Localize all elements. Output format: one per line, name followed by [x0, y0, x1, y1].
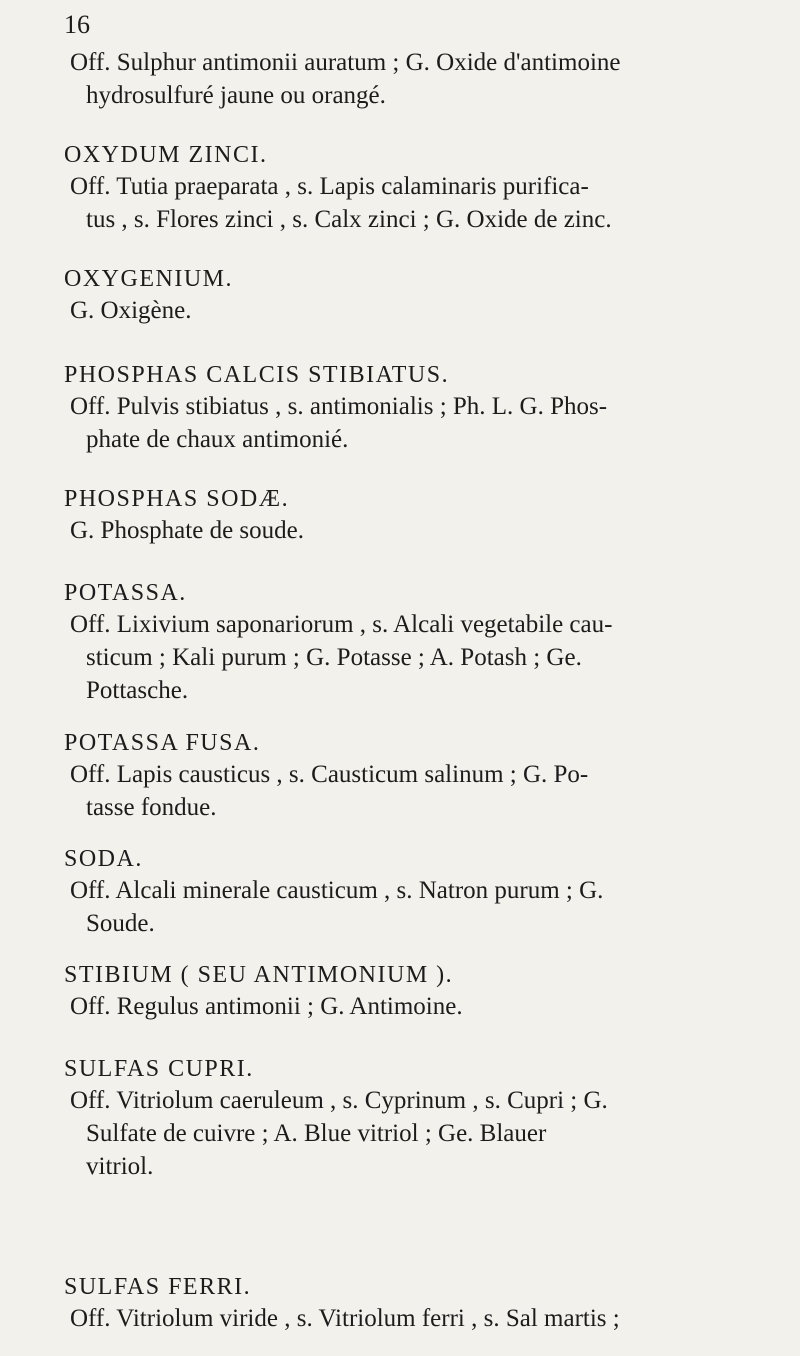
entry-phosphas-calcis-stibiatus [64, 360, 770, 456]
entry-line: Off. Lapis causticus , s. Causticum salinum ; G. Po- [70, 761, 589, 788]
entry-line: G. Oxigène. [70, 297, 192, 324]
entry-line: Pottasche. [86, 677, 189, 704]
entry-oxygenium [64, 264, 770, 327]
entry-line: Off. Vitriolum viride , s. Vitriolum ferri , s. Sal martis ; [70, 1305, 620, 1332]
entry-line: Off. Sulphur antimonii auratum ; G. Oxide d'antimoine [70, 49, 621, 76]
entry-line: tus , s. Flores zinci , s. Calx zinci ; G. Oxide de zinc. [86, 206, 612, 233]
entry-line: Sulfate de cuivre ; A. Blue vitriol ; Ge. Blauer [86, 1120, 547, 1147]
entry-line: Off. Vitriolum caeruleum , s. Cyprinum , s. Cupri ; G. [70, 1087, 608, 1114]
entry-potassa [64, 578, 770, 707]
entry-heading: POTASSA FUSA. [64, 730, 261, 756]
entry-line: Off. Lixivium saponariorum , s. Alcali vegetabile cau- [70, 611, 613, 638]
entry-sulfas-cupri [64, 1054, 770, 1183]
entry-heading: PHOSPHAS CALCIS STIBIATUS. [64, 362, 450, 388]
entry-stibium [64, 960, 770, 1023]
entry-heading: SULFAS CUPRI. [64, 1056, 254, 1082]
entry-line: sticum ; Kali purum ; G. Potasse ; A. Potash ; Ge. [86, 644, 582, 671]
entry-heading: SODA. [64, 846, 143, 872]
entry-phosphas-sodae [64, 484, 770, 547]
entry-sulphur-antimonii [64, 46, 770, 112]
entry-line: vitriol. [86, 1153, 154, 1180]
entry-heading: STIBIUM ( SEU ANTIMONIUM ). [64, 962, 454, 988]
entry-line: Off. Tutia praeparata , s. Lapis calaminaris purifica- [70, 173, 589, 200]
entry-line: Off. Pulvis stibiatus , s. antimonialis ; Ph. L. G. Phos- [70, 393, 608, 420]
page-number: 16 [64, 10, 90, 39]
entry-potassa-fusa [64, 728, 770, 824]
entry-heading: OXYGENIUM. [64, 266, 233, 292]
entry-heading: OXYDUM ZINCI. [64, 142, 268, 168]
entry-soda [64, 844, 770, 940]
entry-line: Soude. [86, 910, 155, 937]
entry-line: phate de chaux antimonié. [86, 426, 349, 453]
entry-line: Off. Alcali minerale causticum , s. Natron purum ; G. [70, 877, 604, 904]
entry-oxydum-zinci [64, 140, 770, 236]
entry-sulfas-ferri [64, 1272, 770, 1335]
entry-line: hydrosulfuré jaune ou orangé. [86, 82, 386, 109]
entry-line: G. Phosphate de soude. [70, 517, 304, 544]
entry-line: tasse fondue. [86, 794, 217, 821]
entry-heading: SULFAS FERRI. [64, 1274, 252, 1300]
entry-heading: POTASSA. [64, 580, 187, 606]
entry-line: Off. Regulus antimonii ; G. Antimoine. [70, 993, 463, 1020]
entry-heading: PHOSPHAS SODÆ. [64, 486, 290, 512]
